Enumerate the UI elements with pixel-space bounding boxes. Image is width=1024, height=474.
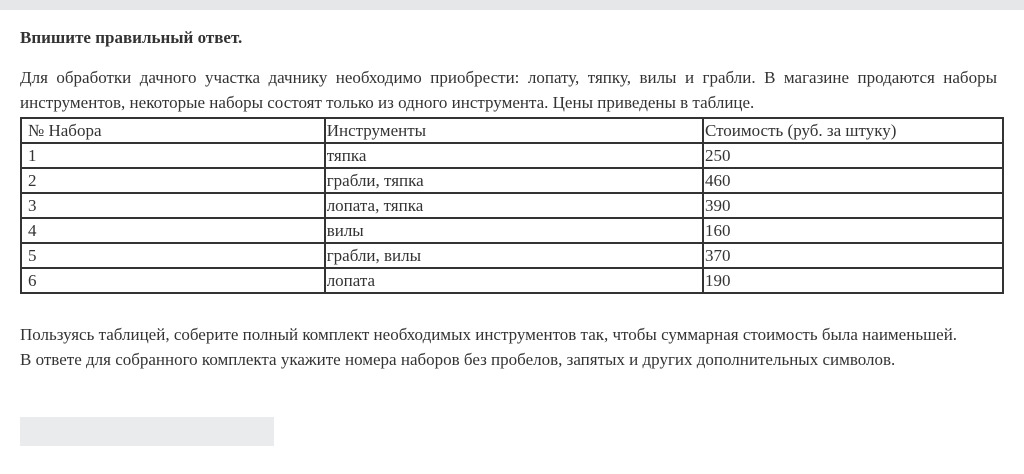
table-cell-tools: тяпка <box>325 143 703 168</box>
table-cell-set-number: 2 <box>21 168 325 193</box>
table-header-cell: № Набора <box>21 118 325 143</box>
table-cell-tools: грабли, тяпка <box>325 168 703 193</box>
top-bar <box>0 0 1024 10</box>
table-cell-price: 460 <box>703 168 1003 193</box>
task-line-1: Пользуясь таблицей, соберите полный комплект необходимых инструментов так, чтобы суммарная стоимость была наименьшей. <box>20 325 958 344</box>
table-row <box>21 268 1003 293</box>
table-cell-price: 160 <box>703 218 1003 243</box>
table-row <box>21 193 1003 218</box>
table-cell-tools: вилы <box>325 218 703 243</box>
table-row <box>21 218 1003 243</box>
table-cell-set-number: 3 <box>21 193 325 218</box>
table-cell-tools: грабли, вилы <box>325 243 703 268</box>
instruction-heading: Впишите правильный ответ. <box>20 28 243 47</box>
question-content <box>20 26 997 372</box>
table-header-row <box>21 118 1003 143</box>
price-table <box>20 117 1004 294</box>
table-cell-tools: лопата <box>325 268 703 293</box>
table-cell-price: 250 <box>703 143 1003 168</box>
task-text <box>20 322 997 372</box>
table-row <box>21 243 1003 268</box>
table-cell-set-number: 4 <box>21 218 325 243</box>
table-row <box>21 143 1003 168</box>
table-cell-price: 370 <box>703 243 1003 268</box>
table-header-cell: Стоимость (руб. за штуку) <box>703 118 1003 143</box>
task-line-2: В ответе для собранного комплекта укажите номера наборов без пробелов, запятых и других дополнительных символов. <box>20 350 896 369</box>
table-cell-tools: лопата, тяпка <box>325 193 703 218</box>
table-cell-price: 390 <box>703 193 1003 218</box>
table-cell-price: 190 <box>703 268 1003 293</box>
table-cell-set-number: 6 <box>21 268 325 293</box>
question-intro: Для обработки дачного участка дачнику необходимо приобрести: лопату, тяпку, вилы и грабли. В магазине продаются наборы инструментов, некоторые наборы состоят только из одного инструмента. Цены приведены в таблице. <box>20 68 997 112</box>
table-cell-set-number: 5 <box>21 243 325 268</box>
table-header-cell: Инструменты <box>325 118 703 143</box>
table-row <box>21 168 1003 193</box>
table-cell-set-number: 1 <box>21 143 325 168</box>
answer-input[interactable] <box>20 417 274 446</box>
